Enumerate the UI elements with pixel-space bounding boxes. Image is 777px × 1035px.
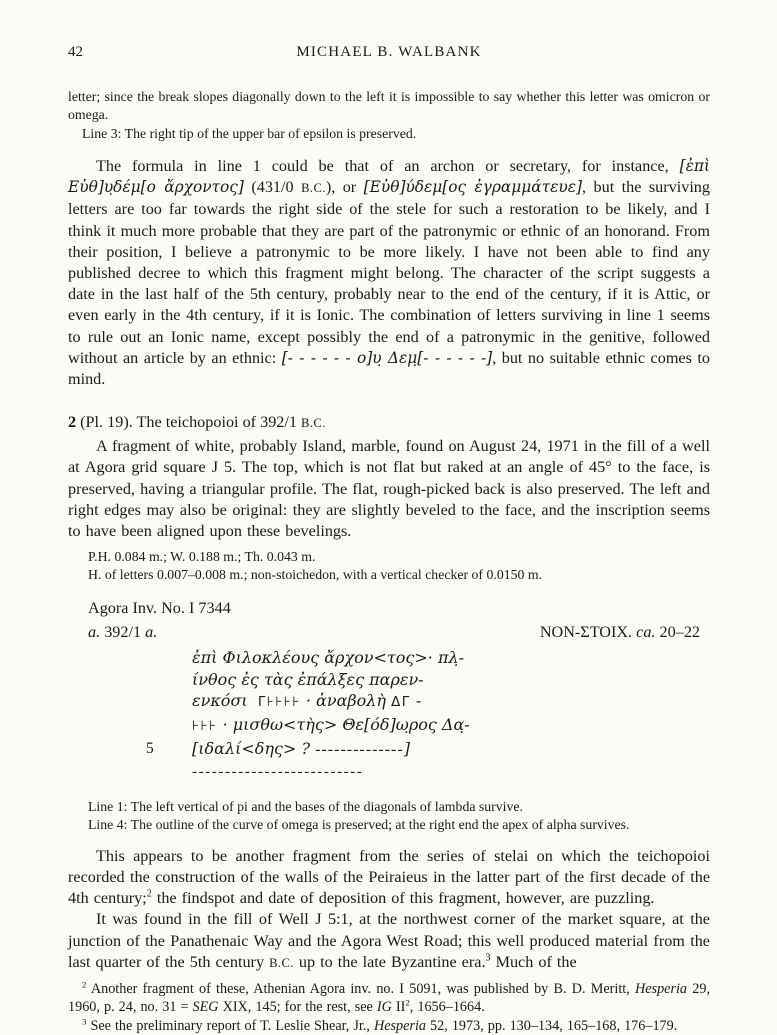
date-year: 392/1 (100, 623, 146, 642)
footnotes-block (68, 980, 710, 1035)
letter-height-line: H. of letters 0.007–0.008 m.; non-stoichedon, with a vertical checker of 0.0150 m. (88, 567, 543, 583)
heading-text: (Pl. 19). The teichopoioi of 392/1 (76, 413, 302, 432)
non-stoich-label: NON-ΣΤΟΙΧ. (539, 623, 637, 642)
text-run: Another fragment of these, Athenian Agora inv. no. I 5091, was published by B. D. Meritt, (86, 981, 636, 998)
date-left (88, 621, 157, 643)
epigraphic-notes (88, 798, 710, 834)
catalogue-number: 2 (68, 413, 77, 432)
greek-text: · ἀναβολὴ (300, 691, 392, 711)
date-a2: a. (145, 623, 158, 642)
footnote-ref-3: 3 (485, 952, 491, 964)
ca-abbrev: ca. (636, 623, 656, 642)
note-line-1: Line 1: The left vertical of pi and the bases of the diagonals of lambda survive. (88, 798, 523, 814)
running-head (68, 44, 710, 64)
text-run: 52, 1973, pp. 130–134, 165–168, 176–179. (426, 1017, 678, 1034)
line-number-5: 5 (146, 739, 154, 757)
text-run: , but the surviving letters are too far towards the right side of the stele for such a restoration to be likely, and I think it much more probable that they are part of the patronymic or ethnic of an honorand. From their position, I believe a patronymic to be more likely. I have not been able to find any published decree to which this fragment might belong. The character of the script suggests a date in the last half of the 5th century, probably near to the end of the century, if it is Attic, or even early in the 4th century, if it is Ionic. The combination of letters surviving in line 1 seems to rule out an Ionic name, except possibly the end of a patronymic in the genitive, followed without an article by an ethnic: (68, 178, 710, 367)
greek-phrase: [ἐπὶ Εὐθ]υ̣δέμ[ο ἄρχοντος] (68, 157, 710, 197)
acrophonic-numeral: ΔΓ (391, 695, 411, 711)
inscription-line-5 (146, 738, 710, 761)
text-run: 29, 1960, p. 24, no. 31 = (68, 981, 710, 1016)
inscription-lost-lines-rule (192, 760, 710, 784)
bc-abbrev: B.C. (301, 181, 326, 196)
measurements-block (88, 548, 710, 584)
paragraph-fragment-description: A fragment of white, probably Island, marble, found on August 24, 1971 in the fill of a well at Agora grid square J 5. The top, which is not flat but raked at an angle of 45° to the face, is preserved, having a triangular profile. The flat, rough-picked back is also preserved. The left and right edges may also be original: they are slightly beveled to the face, and the inscription seems to have been aligned upon these bevelings. (68, 437, 710, 541)
running-head-title: MICHAEL B. WALBANK (296, 44, 482, 60)
line3-note: Line 3: The right tip of the upper bar of epsilon is preserved. (82, 126, 417, 141)
text-run: Much of the (490, 952, 577, 971)
journal-title: Hesperia (373, 1017, 426, 1034)
text-run: II (391, 999, 406, 1016)
greek-text: ίνθος ἐς τὰς ἐπάλξες παρεν- (192, 669, 424, 689)
lacuna-dashes: -------------------------- (192, 764, 364, 781)
stoich-range: 20–22 (655, 623, 700, 642)
acrophonic-numeral: ⊦⊦⊦ (192, 719, 218, 735)
greek-text: ενκόσι (192, 691, 258, 711)
page-number: 42 (68, 44, 83, 60)
greek-phrase: [Εὐθ]ύδεμ[ος ἐγραμμάτευε] (363, 178, 583, 197)
inscription-line-1 (192, 647, 710, 669)
text-run: XIX, 145; for the rest, see (218, 999, 377, 1016)
date-row (88, 621, 700, 643)
journal-title: Hesperia (635, 981, 688, 998)
acrophonic-numeral: Γ⊦⊦⊦⊦ (257, 695, 301, 711)
text-run: up to the late Byzantine era. (293, 952, 486, 971)
greek-text: - (410, 691, 422, 711)
text-run: , 1656–1664. (409, 999, 485, 1016)
greek-text: ] (403, 738, 410, 758)
paragraph-formula (68, 156, 710, 390)
greek-text: ἐπὶ Φιλοκλέους ἄρχον<τος>· πλ̣- (192, 648, 465, 668)
text-run: See the preliminary report of T. Leslie Shear, Jr., (86, 1017, 374, 1034)
section-heading-2 (68, 412, 710, 434)
commentary-overflow-text: letter; since the break slopes diagonally down to the left it is impossible to say whether this letter was omicron or omega. (68, 89, 710, 122)
commentary-overflow (68, 88, 710, 143)
note-line-4: Line 4: The outline of the curve of omega is preserved; at the right end the apex of alpha survives. (88, 816, 630, 832)
footnote-3 (68, 1017, 710, 1035)
footnote-marker: 2 (82, 979, 87, 990)
text-run: (431/0 (243, 178, 302, 197)
stoichedon-note (540, 621, 700, 643)
text-run: This appears to be another fragment from the series of stelai on which the teichopoioi recorded the construction of the walls of the Peiraieus in the latter part of the first decade of the 4th century; (68, 846, 710, 908)
edition-superscript: 2 (405, 997, 410, 1008)
text-run: , but no suitable ethnic comes to mind. (68, 348, 710, 389)
inscription-line-2 (192, 669, 710, 691)
footnote-ref-2: 2 (146, 888, 152, 900)
text-run: It was found in the fill of Well J 5:1, at the northwest corner of the market square, at the junction of the Panathenaic Way and the Agora West Road; this well produced material from the last quarter of the 5th century (68, 910, 710, 971)
greek-ethnic-restoration: [- - - - - - ο]υ̣ Δεμ̣[- - - - - -] (281, 348, 493, 367)
paragraph-findspot (68, 909, 710, 974)
text-run: ), or (325, 178, 364, 197)
bc-abbrev: B.C. (301, 416, 326, 431)
inscription-line-3 (192, 690, 710, 714)
ig-title: IG (376, 999, 392, 1016)
footnote-marker: 3 (82, 1016, 87, 1027)
greek-text: · μισθω<τὴς> Θε[όδ]ω̣ρος Δα̣- (217, 715, 470, 735)
greek-inscription (146, 647, 710, 784)
lacuna-dashes: -------------- (315, 740, 404, 758)
inventory-number: Agora Inv. No. I 7344 (88, 599, 231, 618)
seg-title: SEG (192, 999, 219, 1016)
inscription-line-4 (192, 714, 710, 738)
measurements-line: P.H. 0.084 m.; W. 0.188 m.; Th. 0.043 m. (88, 549, 316, 565)
footnote-2 (68, 980, 710, 1017)
text-run: the findspot and date of deposition of this fragment, however, are puzzling. (151, 889, 655, 908)
date-a1: a. (88, 623, 101, 642)
bc-abbrev: B.C. (269, 955, 294, 970)
greek-text: [ιδαλί<δης> ? (192, 738, 316, 758)
text-run: The formula in line 1 could be that of an archon or secretary, for instance, (96, 157, 680, 175)
paragraph-series (68, 846, 710, 910)
